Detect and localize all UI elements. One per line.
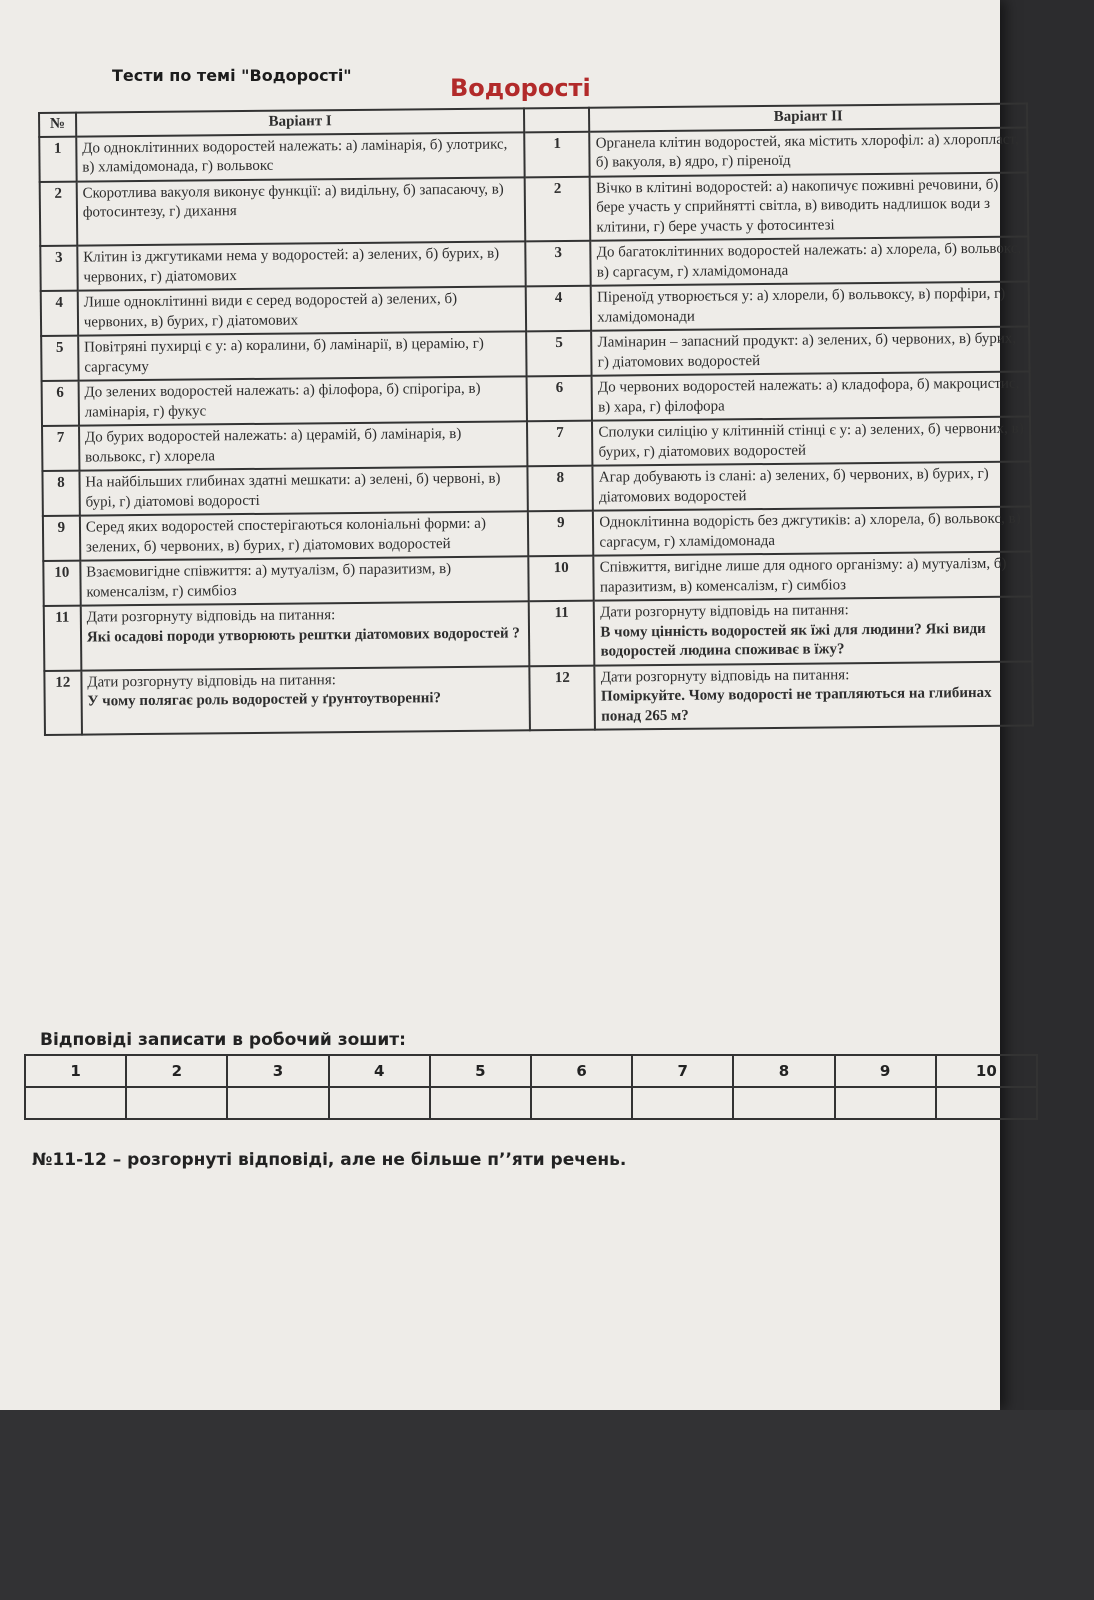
worksheet-title: Водорості <box>450 74 591 102</box>
question-text: На найбільших глибинах здатні мешкати: а) зелені, б) червоні, в) бурі, г) діатомові водорості <box>79 466 528 515</box>
question-text: Співжиття, вигідне лише для одного організму: а) мутуалізм, б) паразитизм, в) коменсалізм, г) симбіоз <box>594 551 1032 600</box>
table-row <box>44 596 1033 670</box>
answer-column-number: 8 <box>733 1055 834 1087</box>
question-number: 9 <box>528 511 593 557</box>
question-number: 2 <box>525 176 591 241</box>
answer-column-number: 10 <box>936 1055 1037 1087</box>
question-number: 11 <box>529 601 595 666</box>
question-text-bold: Які осадові породи утворюють рештки діатомових водоростей ? <box>86 624 520 646</box>
answer-column-number: 7 <box>632 1055 733 1087</box>
question-number: 10 <box>43 561 80 606</box>
answer-column-number: 4 <box>329 1055 430 1087</box>
table-row <box>44 661 1033 735</box>
question-text: Дати розгорнуту відповідь на питання: <box>87 671 336 691</box>
question-number: 5 <box>526 331 591 377</box>
question-number: 11 <box>44 606 81 671</box>
variant-2-header: Варіант II <box>589 104 1027 132</box>
question-text-bold: В чому цінність водоростей як їжі для людини? Які види водоростей людина споживає в їжу? <box>600 620 986 660</box>
answer-grid <box>24 1054 1038 1120</box>
question-text: Серед яких водоростей спостерігаються колоніальні форми: а) зелених, б) червоних, в) бурих, г) діатомових водоростей <box>80 511 529 560</box>
question-number: 4 <box>526 286 591 332</box>
question-number: 3 <box>526 241 591 287</box>
question-number: 1 <box>39 136 76 181</box>
answer-column-number: 6 <box>531 1055 632 1087</box>
question-text: Лише одноклітинні види є серед водоростей а) зелених, б) червоних, в) бурих, г) діатомових <box>78 286 527 335</box>
answer-cell <box>733 1087 834 1119</box>
question-text: Агар добувають із слані: а) зелених, б) червоних, в) бурих, г) діатомових водоростей <box>593 461 1031 510</box>
answer-column-number: 1 <box>25 1055 126 1087</box>
question-cell <box>595 661 1033 730</box>
number-header: № <box>39 113 76 137</box>
answer-column-number: 2 <box>126 1055 227 1087</box>
test-questions-table <box>38 102 1034 735</box>
answer-column-number: 5 <box>430 1055 531 1087</box>
question-text: Дати розгорнуту відповідь на питання: <box>86 607 336 626</box>
answer-cell <box>126 1087 227 1119</box>
variant-1-header: Варіант I <box>76 108 525 136</box>
question-text: Одноклітинна водорість без джгутиків: а) хлорела, б) вольвокс, в) саргасум, г) хламідомонада <box>593 506 1031 555</box>
question-text: Взаємовигідне співжиття: а) мутуалізм, б) паразитизм, в) коменсалізм, г) симбіоз <box>80 556 529 605</box>
question-number: 10 <box>529 556 594 602</box>
answer-cell <box>227 1087 328 1119</box>
question-text: До зелених водоростей належать: а) філофора, б) спірогіра, в) ламінарія, г) фукус <box>78 376 527 425</box>
worksheet-subtitle: Тести по темі "Водорості" <box>112 66 352 85</box>
answer-cell <box>936 1087 1037 1119</box>
question-number: 8 <box>528 466 593 512</box>
question-number: 12 <box>44 670 81 735</box>
question-text: Ламінарин – запасний продукт: а) зелених, б) червоних, в) бурих, г) діатомових водоростей <box>591 326 1029 375</box>
answer-column-number: 9 <box>835 1055 936 1087</box>
answer-cell <box>25 1087 126 1119</box>
question-text: До одноклітинних водоростей належать: а) ламінарія, б) улотрикс, в) хламідомонада, г) вольвокс <box>76 132 525 181</box>
question-number: 12 <box>530 665 596 730</box>
question-text: Сполуки силіцію у клітинній стінці є у: а) зелених, б) червоних, в) бурих, г) діатомових водоростей <box>592 416 1030 465</box>
question-text: Повітряні пухирці є у: а) коралини, б) ламінарії, в) церамію, г) саргасуму <box>78 331 527 380</box>
question-text-bold: У чому полягає роль водоростей у ґрунтоутворенні? <box>87 690 442 710</box>
question-number: 6 <box>527 376 592 422</box>
question-number: 5 <box>41 336 78 381</box>
question-text: Вічко в клітині водоростей: а) накопичує поживні речовини, б) бере участь у сприйнятті світла, в) виводить надлишок води з клітини, г) бере участь у фотосинтезі <box>590 172 1028 241</box>
answers-instruction: Відповіді записати в робочий зошит: <box>40 1030 406 1050</box>
table-row <box>40 172 1029 246</box>
question-number: 9 <box>43 516 80 561</box>
background-surface <box>0 1410 1094 1600</box>
answer-cell <box>632 1087 733 1119</box>
question-cell <box>81 601 530 670</box>
question-text-bold: Поміркуйте. Чому водорості не трапляються на глибинах понад 265 м? <box>600 684 992 725</box>
question-text: Дати розгорнуту відповідь на питання: <box>600 666 850 686</box>
answer-cell <box>329 1087 430 1119</box>
question-number: 3 <box>40 246 77 291</box>
question-number: 6 <box>42 381 79 426</box>
answer-cell <box>835 1087 936 1119</box>
answer-header-row <box>25 1055 1037 1087</box>
question-text: Органела клітин водоростей, яка містить хлорофіл: а) хлоропласт, б) вакуоля, в) ядро, г) піреноїд <box>590 127 1028 176</box>
question-text: Скоротлива вакуоля виконує функції: а) видільну, б) запасаючу, в) фотосинтезу, г) дихання <box>76 177 525 246</box>
question-number: 7 <box>527 421 592 467</box>
answer-cell <box>531 1087 632 1119</box>
question-text: Дати розгорнуту відповідь на питання: <box>600 602 849 621</box>
question-text: Клітин із джгутиками нема у водоростей: а) зелених, б) бурих, в) червоних, г) діатомових <box>77 241 526 290</box>
question-text: До багатоклітинних водоростей належать: а) хлорела, б) вольвокс, в) саргасум, г) хламідомонада <box>591 237 1029 286</box>
question-number: 2 <box>40 181 77 246</box>
question-cell <box>81 666 530 735</box>
footnote: №11-12 – розгорнуті відповіді, але не більше п’’яти речень. <box>32 1150 627 1170</box>
number-header-2 <box>524 108 589 132</box>
question-number: 7 <box>42 426 79 471</box>
question-text: До бурих водоростей належать: а) церамій, б) ламінарія, в) вольвокс, г) хлорела <box>79 421 528 470</box>
answer-column-number: 3 <box>227 1055 328 1087</box>
question-text: Піреноїд утворюється у: а) хлорели, б) вольвоксу, в) порфіри, г) хламідомонади <box>591 281 1029 330</box>
question-cell <box>594 596 1032 665</box>
question-number: 1 <box>525 131 590 177</box>
question-number: 8 <box>42 471 79 516</box>
answer-cell <box>430 1087 531 1119</box>
question-number: 4 <box>41 291 78 336</box>
question-text: До червоних водоростей належать: а) кладофора, б) макроцистис, в) хара, г) філофора <box>592 371 1030 420</box>
answer-blank-row <box>25 1087 1037 1119</box>
